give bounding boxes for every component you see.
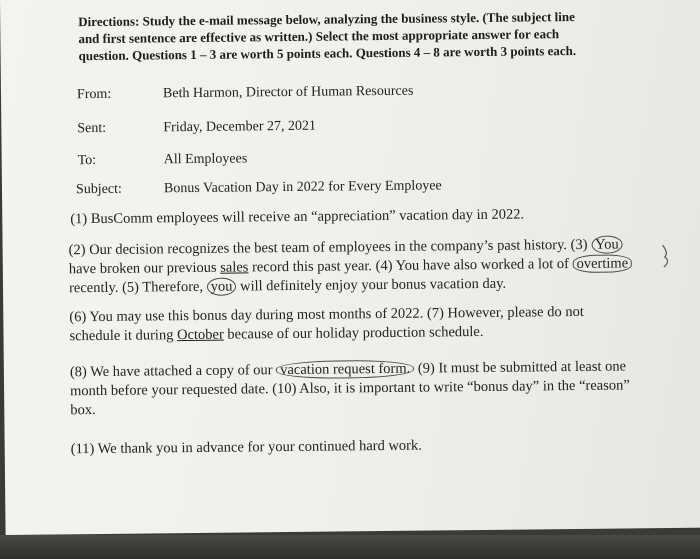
to-value: All Employees	[163, 151, 248, 168]
underlined-sales-mark: sales	[220, 259, 249, 276]
circled-you-mark: You	[591, 235, 623, 253]
paragraph-2: (2) Our decision recognizes the best team of employees in the company’s past history. (3) You have broken our previous sales record this past year. (4) You have also worked a lot of overtime recently. (5) Therefore, you will definitely enjoy your bonus vacation day.	[69, 235, 670, 298]
from-value: Beth Harmon, Director of Human Resources	[162, 83, 414, 102]
circled-overtime-mark: overtime	[572, 254, 632, 273]
desk-background	[0, 535, 700, 559]
directions-text: Directions: Study the e-mail message below, analyzing the business style. (The subject line and first sentence are effective as written.) Select the most appropriate answer for each question. Questions 1 – 3 are worth 5 points each. Questions 4 – 8 are worth 3 points each.	[78, 8, 577, 64]
sent-value: Friday, December 27, 2021	[163, 118, 317, 136]
paragraph-5: (11) We thank you in advance for your continued hard work.	[70, 437, 422, 458]
to-label: To:	[77, 153, 97, 169]
header-to	[77, 151, 248, 169]
header-subject	[75, 178, 442, 198]
header-sent	[77, 118, 317, 137]
subject-value: Bonus Vacation Day in 2022 for Every Employee	[163, 178, 442, 197]
circled-vacation-form-mark: vacation request form.	[276, 360, 414, 379]
margin-bracket-mark	[659, 243, 673, 269]
underlined-october-mark: October	[176, 326, 224, 344]
circled-you-mark-2: you	[207, 278, 237, 296]
sent-label: Sent:	[77, 120, 107, 137]
paragraph-3: (6) You may use this bonus day during most months of 2022. (7) However, please do not schedule it during October because of our holiday production schedule.	[69, 303, 584, 345]
header-from	[76, 83, 414, 103]
from-label: From:	[76, 86, 112, 103]
subject-label: Subject:	[75, 181, 122, 198]
paragraph-1: (1) BusComm employees will receive an “appreciation” vacation day in 2022.	[70, 206, 525, 228]
paragraph-4: (8) We have attached a copy of our vacation request form. (9) It must be submitted at least one month before your requested date. (10) Also, it is important to write “bonus day” in the “reason” box.	[69, 358, 630, 419]
